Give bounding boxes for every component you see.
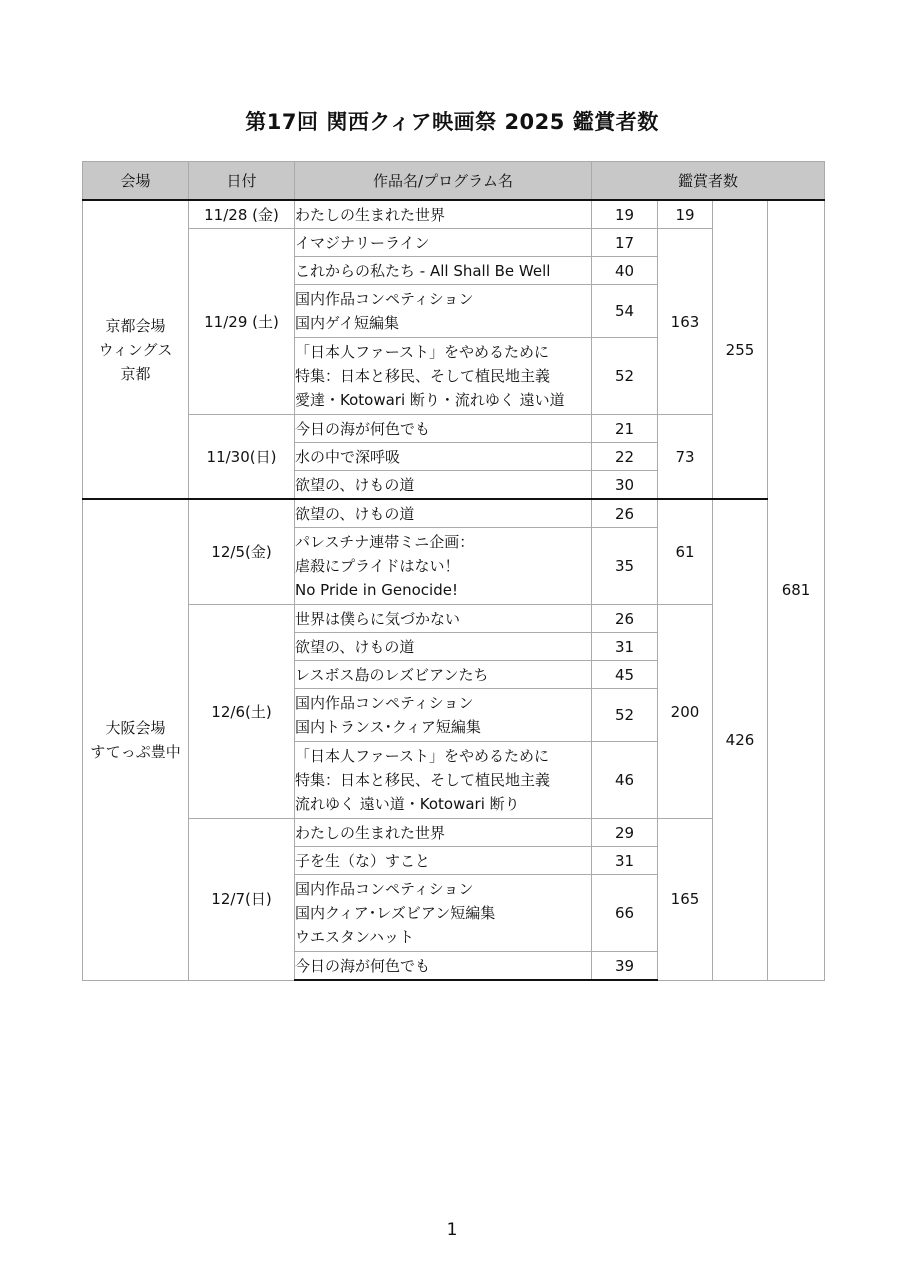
program-cell <box>295 819 592 847</box>
program-line: ウエスタンハット <box>295 928 414 946</box>
program-line: 「日本人ファースト」をやめるために <box>295 747 549 765</box>
program-cell <box>295 952 592 981</box>
program-cell <box>295 742 592 819</box>
program-cell <box>295 200 592 229</box>
screening-count: 52 <box>592 689 658 742</box>
screening-count: 22 <box>592 443 658 471</box>
header-date: 日付 <box>189 162 295 201</box>
table-row <box>83 499 825 528</box>
date-cell: 12/7(日) <box>189 819 295 981</box>
program-line: わたしの生まれた世界 <box>295 823 446 842</box>
program-cell <box>295 229 592 257</box>
program-line: レスボス島のレズビアンたち <box>295 665 489 684</box>
program-line: 国内クィア･レズビアン短編集 <box>295 904 496 922</box>
program-cell <box>295 661 592 689</box>
header-row <box>83 162 825 201</box>
page-number: 1 <box>446 1220 458 1240</box>
program-cell <box>295 443 592 471</box>
program-line: 国内作品コンペティション <box>295 694 474 712</box>
program-cell <box>295 605 592 633</box>
page-title: 第17回 関西クィア映画祭 2025 鑑賞者数 <box>245 110 659 134</box>
grand-total: 681 <box>768 200 825 980</box>
program-cell <box>295 875 592 952</box>
program-line: 国内作品コンペティション <box>295 880 474 898</box>
venue-name-line: ウィングス <box>98 340 173 359</box>
program-cell <box>295 415 592 443</box>
day-total: 19 <box>658 200 713 229</box>
program-line: 「日本人ファースト」をやめるために <box>295 343 549 361</box>
screening-count: 17 <box>592 229 658 257</box>
screening-count: 54 <box>592 285 658 338</box>
header-program: 作品名/プログラム名 <box>295 162 592 201</box>
attendance-table <box>82 161 825 981</box>
program-line: 欲望の、けもの道 <box>295 504 415 523</box>
table-row <box>83 200 825 229</box>
program-line: パレスチナ連帯ミニ企画： <box>295 533 475 551</box>
day-total: 200 <box>658 605 713 819</box>
screening-count: 21 <box>592 415 658 443</box>
program-line: 今日の海が何色でも <box>295 956 431 975</box>
program-line: 特集：日本と移民、そして植民地主義 <box>295 771 551 789</box>
screening-count: 31 <box>592 847 658 875</box>
program-cell <box>295 528 592 605</box>
table-body <box>83 200 825 980</box>
screening-count: 66 <box>592 875 658 952</box>
venue-name-line: 京都会場 <box>105 316 166 335</box>
venue-name-line: 京都 <box>120 364 151 383</box>
screening-count: 29 <box>592 819 658 847</box>
program-line: 特集：日本と移民、そして植民地主義 <box>295 367 551 385</box>
program-line: 国内ゲイ短編集 <box>295 314 399 332</box>
date-cell: 11/29 (土) <box>189 229 295 415</box>
screening-count: 19 <box>592 200 658 229</box>
header-count: 鑑賞者数 <box>592 162 825 201</box>
screening-count: 26 <box>592 499 658 528</box>
day-total: 165 <box>658 819 713 981</box>
program-line: これからの私たち - All Shall Be Well <box>295 261 551 280</box>
program-cell <box>295 285 592 338</box>
day-total: 73 <box>658 415 713 500</box>
screening-count: 45 <box>592 661 658 689</box>
screening-count: 30 <box>592 471 658 500</box>
program-line: わたしの生まれた世界 <box>295 205 446 224</box>
date-cell: 11/30(日) <box>189 415 295 500</box>
screening-count: 40 <box>592 257 658 285</box>
program-line: 国内トランス･クィア短編集 <box>295 718 481 736</box>
program-cell <box>295 499 592 528</box>
program-cell <box>295 257 592 285</box>
date-cell: 12/6(土) <box>189 605 295 819</box>
screening-count: 46 <box>592 742 658 819</box>
program-cell <box>295 847 592 875</box>
program-line: 今日の海が何色でも <box>295 419 431 438</box>
venue-cell <box>83 499 189 980</box>
program-line: 愛達・Kotowari 断り・流れゆく 遠い道 <box>295 391 565 409</box>
program-line: 子を生（な）すこと <box>295 851 431 870</box>
venue-total: 255 <box>713 200 768 499</box>
program-line: No Pride in Genocide! <box>295 581 458 599</box>
program-line: 流れゆく 遠い道・Kotowari 断り <box>295 795 520 813</box>
date-cell: 12/5(金) <box>189 499 295 605</box>
program-cell <box>295 689 592 742</box>
program-cell <box>295 633 592 661</box>
program-line: 世界は僕らに気づかない <box>295 609 461 628</box>
program-line: 虐殺にプライドはない！ <box>295 557 460 575</box>
program-line: イマジナリーライン <box>295 233 430 252</box>
screening-count: 35 <box>592 528 658 605</box>
program-cell <box>295 338 592 415</box>
screening-count: 31 <box>592 633 658 661</box>
date-cell: 11/28 (金) <box>189 200 295 229</box>
header-venue: 会場 <box>83 162 189 201</box>
program-cell <box>295 471 592 500</box>
venue-name-line: 大阪会場 <box>105 718 166 737</box>
program-line: 欲望の、けもの道 <box>295 637 415 656</box>
program-line: 欲望の、けもの道 <box>295 475 415 494</box>
day-total: 163 <box>658 229 713 415</box>
program-line: 国内作品コンペティション <box>295 290 474 308</box>
venue-name-line: すてっぷ豊中 <box>90 742 181 761</box>
day-total: 61 <box>658 499 713 605</box>
screening-count: 52 <box>592 338 658 415</box>
venue-cell <box>83 200 189 499</box>
program-line: 水の中で深呼吸 <box>295 447 401 466</box>
venue-total: 426 <box>713 499 768 980</box>
screening-count: 26 <box>592 605 658 633</box>
screening-count: 39 <box>592 952 658 981</box>
